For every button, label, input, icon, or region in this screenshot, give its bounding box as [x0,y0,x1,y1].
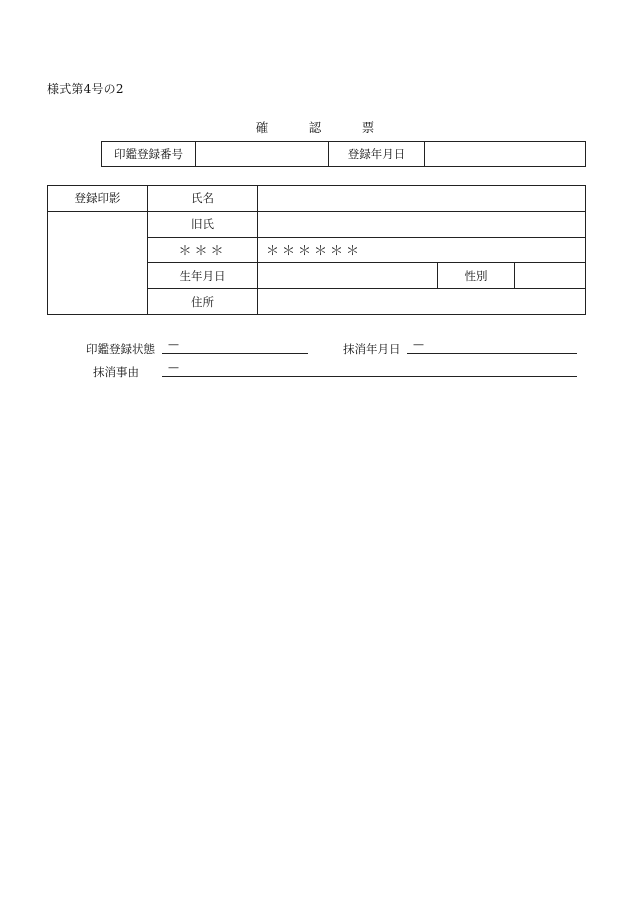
cancel-reason-field[interactable] [162,362,577,377]
address-label: 住所 [148,289,258,315]
gender-field[interactable] [515,263,586,289]
cancel-reason-label: 抹消事由 [93,365,139,379]
cancel-date-value: — [413,338,424,351]
seal-impression-area [48,211,148,314]
cancel-date-label: 抹消年月日 [343,342,401,356]
document-title: 確 認 票 [255,120,389,135]
gender-label: 性別 [438,263,515,289]
registration-number-label: 印鑑登録番号 [102,142,196,167]
birthdate-field[interactable] [258,263,438,289]
form-number: 様式第4号の2 [47,82,124,96]
seal-impression-label: 登録印影 [48,186,148,212]
former-name-field[interactable] [258,211,586,237]
seal-status-label: 印鑑登録状態 [86,342,155,356]
registration-number-field[interactable] [196,142,329,167]
registration-date-field[interactable] [425,142,586,167]
name-label: 氏名 [148,186,258,212]
former-name-label: 旧氏 [148,211,258,237]
birthdate-label: 生年月日 [148,263,258,289]
cancel-reason-value: — [168,361,179,374]
name-field[interactable] [258,186,586,212]
masked-field: ＊＊＊＊＊＊ [258,237,586,263]
registrant-table [47,185,586,315]
masked-label: ＊＊＊ [148,237,258,263]
seal-status-value: — [168,338,179,351]
seal-status-field[interactable] [162,339,308,354]
cancel-date-field[interactable] [407,339,577,354]
registration-table [101,141,586,167]
address-field[interactable] [258,289,586,315]
registration-date-label: 登録年月日 [329,142,425,167]
